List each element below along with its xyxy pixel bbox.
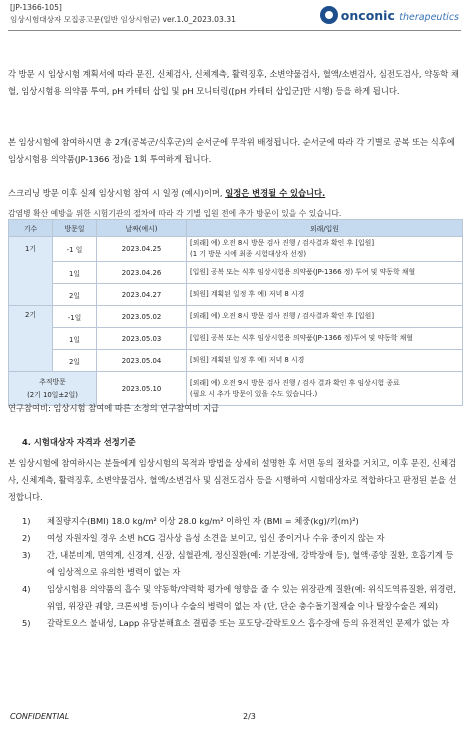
paragraph-randomization: 본 임상시험에 참여하시면 총 2개(공복군/식후군)의 순서군에 무작위 배정됩니다. 순서군에 따라 각 기별로 공복 또는 식후에 임상시험용 의약품(JP-1366 정)을 1회 투여하게 됩니다. [8,137,455,164]
activity-cell: [입원] 공복 또는 식후 임상시험용 의약품(JP-1366 정) 투여 및 약동학 채혈 [187,262,463,284]
date-cell: 2023.05.04 [97,350,187,372]
visit-cell: 추적방문 (2기 10일±2일) [9,372,97,406]
table-row [9,306,463,328]
day-cell: 2일 [53,284,97,306]
date-cell: 2023.04.26 [97,262,187,284]
compensation-note: 연구참여비: 임상시험 참여에 따른 소정의 연구참여비 지급 [8,403,219,413]
table-row [9,372,463,406]
table-row [9,262,463,284]
company-logo: onconic therapeutics [320,6,459,24]
confidential-label: CONFIDENTIAL [10,712,70,721]
list-item: 2) 여성 자원자일 경우 소변 hCG 검사상 음성 소견을 보이고, 임신 중이거나 수유 중이지 않는 자 [22,533,385,543]
day-cell: -1일 [53,306,97,328]
header-cell: 날짜(예시) [97,220,187,237]
visit-cell: 1기 [9,237,53,306]
date-cell: 2023.05.02 [97,306,187,328]
date-cell: 2023.05.03 [97,328,187,350]
list-item: 1) 체질량지수(BMI) 18.0 kg/m² 이상 28.0 kg/m² 이하인 자 (BMI = 체중(kg)/키(m)²) [22,516,359,526]
header-cell: 기수 [9,220,53,237]
paragraph-eligibility: 본 임상시험에 참여하시는 분들에게 임상시험의 목적과 방법을 상세히 설명한 후 서면 동의 절차를 거치고, 이후 문진, 신체검사, 신체계측, 활력징후, 소변약물검사, 혈액/소변검사 및 심전도검사 등을 시행하여 시험대상자로 적합하다고 판정된 분을 선정합니다. [8,458,457,502]
day-cell: 1일 [53,262,97,284]
activity-cell: [외래] 예) 오전 8시 방문 검사 진행 / 검사결과 확인 후 [입원] [187,306,463,328]
list-item: 4) 임상시험용 의약품의 흡수 및 약동학/약력학 평가에 영향을 줄 수 있는 위장관계 질환(예: 위식도역류질환, 위경련, 위염, 위장관 궤양, 크론씨병 등)이나 수술의 병력이 없는 자 (단, 단순 충수돌기절제술 이나 탈장수술은 제외) [22,584,457,611]
schedule-note: 감염병 확산 예방을 위한 시험기관의 절차에 따라 각 기별 입원 전에 추가 방문이 있을 수 있습니다. [8,209,342,218]
list-item: 5) 갈락토오스 불내성, Lapp 유당분해효소 결핍증 또는 포도당-갈락토오스 흡수장애 등의 유전적인 문제가 없는 자 [22,618,450,628]
date-cell: 2023.04.27 [97,284,187,306]
schedule-table [8,219,463,406]
list-item: 3) 간, 내분비계, 면역계, 신경계, 신장, 심혈관계, 정신질환(예: 기분장애, 강박장애 등), 혈액·종양 질환, 호흡기계 등에 임상적으로 유의한 병력이 없는 자 [22,550,454,577]
date-cell: 2023.04.25 [97,237,187,262]
table-row [9,284,463,306]
activity-cell: [퇴원] 계획된 일정 후 예) 저녁 8 시경 [187,284,463,306]
table-header-row [9,220,463,237]
paragraph-visit-procedures: 각 방문 시 임상시험 계획서에 따라 문진, 신체검사, 신체계측, 활력징후, 소변약물검사, 혈액/소변검사, 심전도검사, 약동학 채혈, 임상시험용 의약품 투여, pH 카테터 삽입 및 pH 모니터링([pH 카테터 삽입군]만 시행) 등을 하게 됩니다. [8,69,459,96]
day-cell: 1일 [53,328,97,350]
day-cell: 2일 [53,350,97,372]
document-code: [JP-1366-105] [10,3,62,12]
document-title: 임상시험대상자 모집공고문(일반 임상시험군) ver.1.0_2023.03.31 [10,15,236,24]
table-row [9,237,463,262]
day-cell: -1 일 [53,237,97,262]
header-cell: 방문일 [53,220,97,237]
activity-cell: [외래] 예) 오전 9시 방문 검사 진행 / 검사 결과 확인 후 임상시험 종료 (필요 시 추가 방문이 있을 수도 있습니다.) [187,372,463,406]
visit-cell: 2기 [9,306,53,372]
date-cell: 2023.05.10 [97,372,187,406]
paragraph-schedule-intro: 스크리닝 방문 이후 실제 임상시험 참여 시 일정 (예시)이며, 일정은 변경될 수 있습니다. [8,188,326,198]
section-heading: 4. 시험대상자 자격과 선정기준 [22,437,136,447]
header-divider [8,30,461,31]
activity-cell: [외래] 예) 오전 8시 방문 검사 진행 / 검사결과 확인 후 [입원] (1 기 방문 시에 최종 시험대상자 선정) [187,237,463,262]
header-cell: 외래/입원 [187,220,463,237]
page-number: 2/3 [243,712,256,721]
table-row [9,350,463,372]
criteria-list [22,513,460,632]
activity-cell: [퇴원] 계획된 일정 후 예) 저녁 8 시경 [187,350,463,372]
table-row [9,328,463,350]
activity-cell: [입원] 공복 또는 식후 임상시험용 의약품(JP-1366 정)투여 및 약동학 채혈 [187,328,463,350]
logo-mark-icon [320,6,338,24]
